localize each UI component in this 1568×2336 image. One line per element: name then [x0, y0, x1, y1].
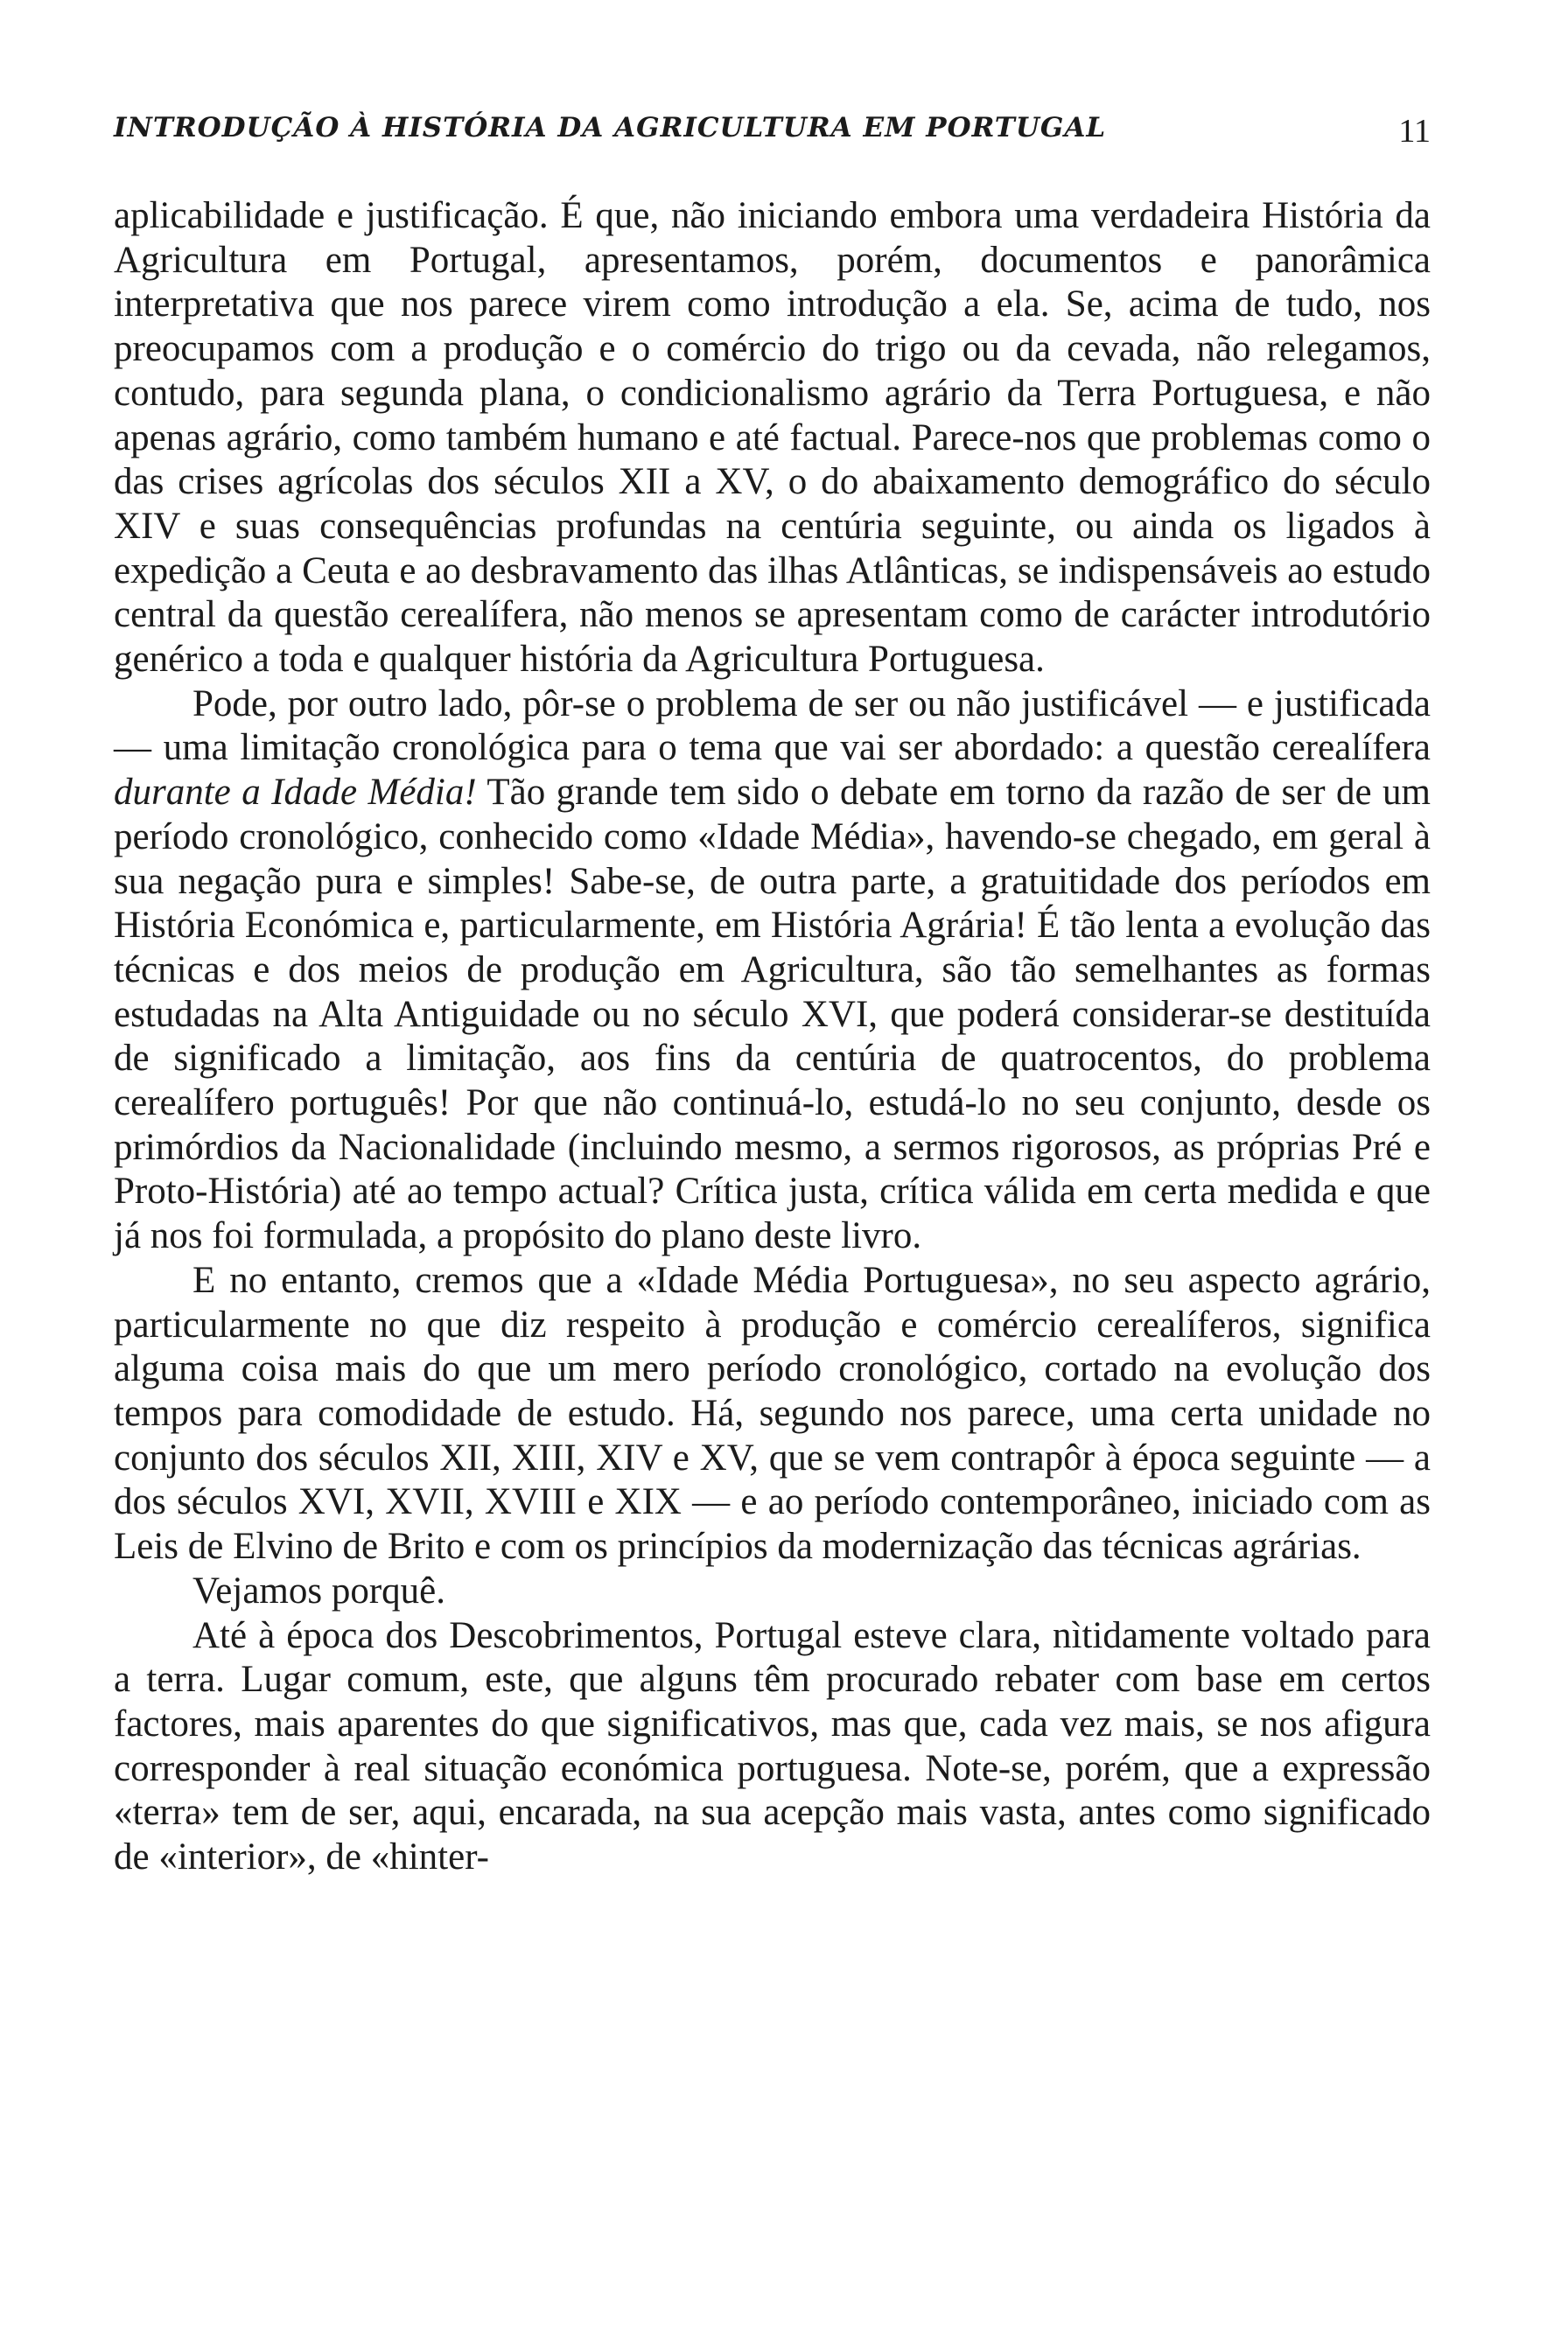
page-number: 11: [1398, 113, 1431, 150]
page-header: [114, 112, 1431, 156]
paragraph-2-text-start: Pode, por outro lado, pôr-se o problema de ser ou não justificável — e justificada — uma limitação cronológica para o tema que vai ser abordado: a questão cerealífera: [114, 682, 1431, 769]
paragraph-3: E no entanto, cremos que a «Idade Média Portuguesa», no seu aspecto agrário, particularmente no que diz respeito à produção e comércio cerealíferos, significa alguma coisa mais do que um mero período cronológico, cortado na evolução dos tempos para comodidade de estudo. Há, segundo nos parece, uma certa unidade no conjunto dos séculos XII, XIII, XIV e XV, que se vem contrapôr à época seguinte — a dos séculos XVI, XVII, XVIII e XIX — e ao período contemporâneo, iniciado com as Leis de Elvino de Brito e com os princípios da modernização das técnicas agrárias.: [114, 1259, 1431, 1568]
paragraph-2: [114, 682, 1431, 1259]
paragraph-2-text-end: Tão grande tem sido o debate em torno da razão de ser de um período cronológico, conhecido como «Idade Média», havendo-se chegado, em geral à sua negação pura e simples! Sabe-se, de outra parte, a gratuitidade dos períodos em História Económica e, particularmente, em História Agrária! É tão lenta a evolução das técnicas e dos meios de produção em Agricultura, são tão semelhantes as formas estudadas na Alta Antiguidade ou no século XVI, que poderá considerar-se destituída de significado a limitação, aos fins da centúria de quatrocentos, do problema cerealífero português! Por que não continuá-lo, estudá-lo no seu conjunto, desde os primórdios da Nacionalidade (incluindo mesmo, a sermos rigorosos, as próprias Pré e Proto-História) até ao tempo actual? Crítica justa, crítica válida em certa medida e que já nos foi formulada, a propósito do plano deste livro.: [114, 772, 1431, 1257]
paragraph-1: aplicabilidade e justificação. É que, não iniciando embora uma verdadeira História da Agricultura em Portugal, apresentamos, porém, documentos e panorâmica interpretativa que nos parece virem como introdução a ela. Se, acima de tudo, nos preocupamos com a produção e o comércio do trigo ou da cevada, não relegamos, contudo, para segunda plana, o condicionalismo agrário da Terra Portuguesa, e não apenas agrário, como também humano e até factual. Parece-nos que problemas como o das crises agrícolas dos séculos XII a XV, o do abaixamento demográfico do século XIV e suas consequências profundas na centúria seguinte, ou ainda os ligados à expedição a Ceuta e ao desbravamento das ilhas Atlânticas, se indispensáveis ao estudo central da questão cerealífera, não menos se apresentam como de carácter introdutório genérico a toda e qualquer história da Agricultura Portuguesa.: [114, 195, 1431, 681]
paragraph-2-italic-phrase: durante a Idade Média!: [114, 772, 477, 814]
running-title: INTRODUÇÃO À HISTÓRIA DA AGRICULTURA EM PORTUGAL: [114, 112, 1107, 143]
paragraph-5: Até à época dos Descobrimentos, Portugal esteve clara, nìtidamente voltado para a terra. Lugar comum, este, que alguns têm procurado rebater com base em certos factores, mais aparentes do que significativos, mas que, cada vez mais, se nos afigura corresponder à real situação económica portuguesa. Note-se, porém, que a expressão «terra» tem de ser, aqui, encarada, na sua acepção mais vasta, antes como significado de «interior», de «hinter-: [114, 1614, 1431, 1878]
paragraph-4: Vejamos porquê.: [192, 1570, 445, 1612]
body-text: [114, 194, 1431, 1880]
